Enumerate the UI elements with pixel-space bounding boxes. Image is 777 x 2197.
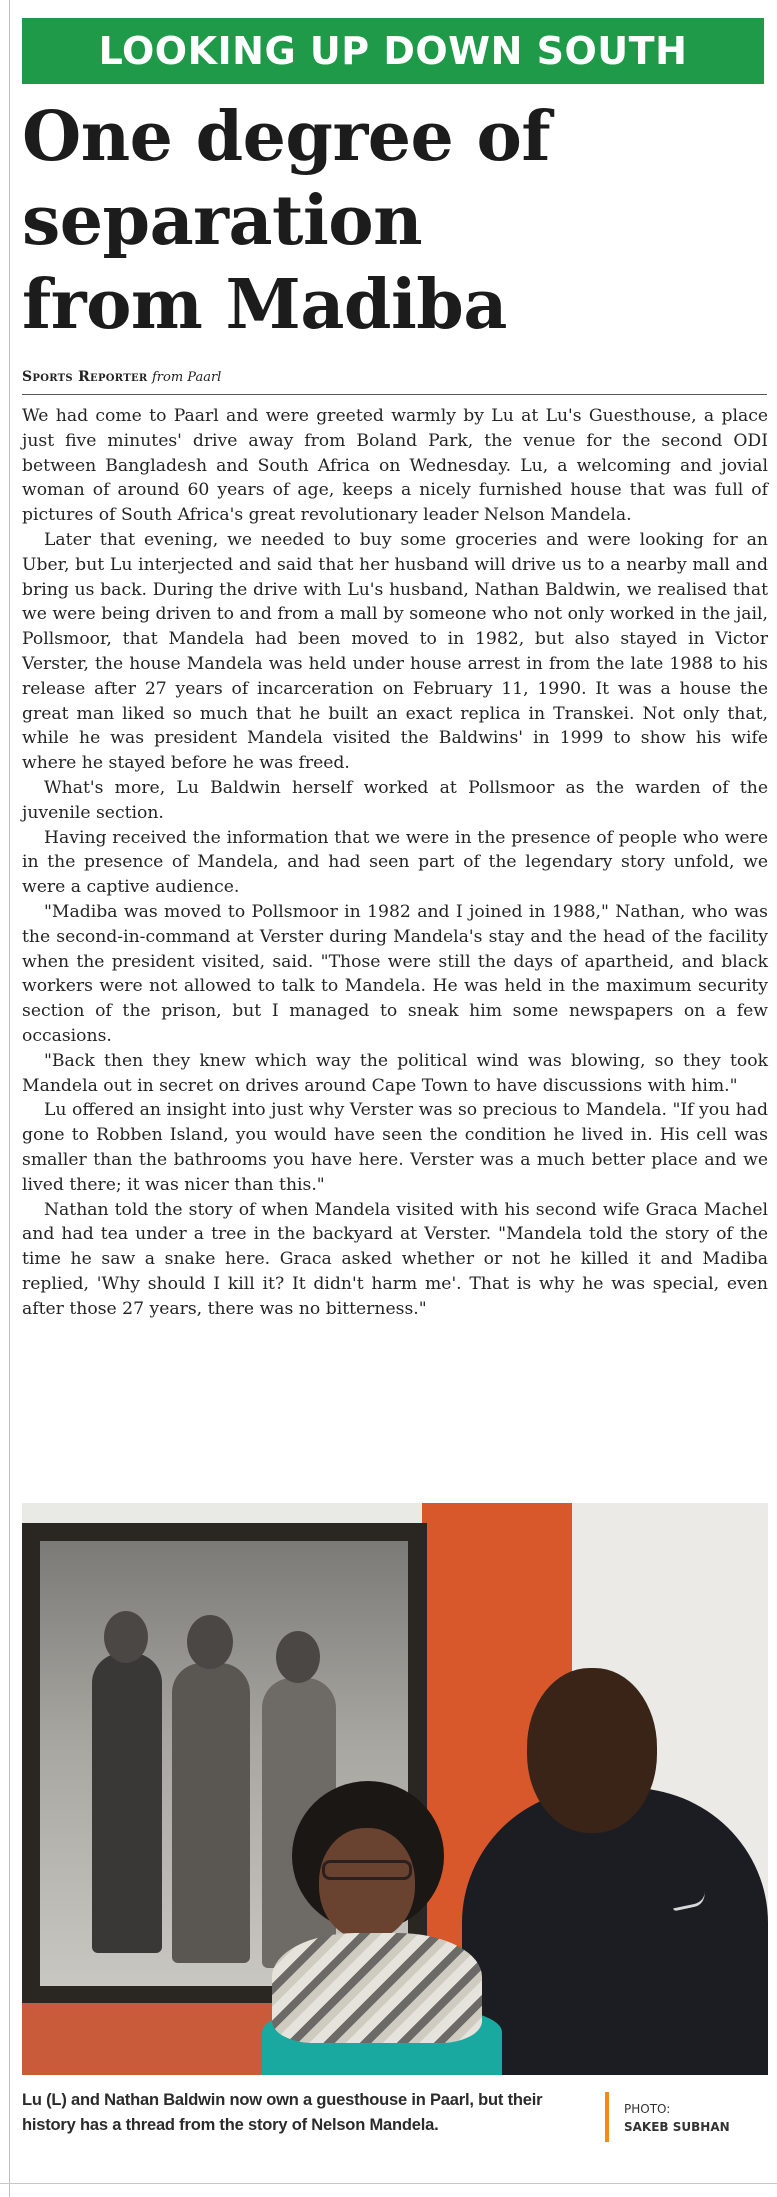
- caption-divider: [605, 2092, 609, 2142]
- article-paragraph: "Madiba was moved to Pollsmoor in 1982 and I joined in 1988," Nathan, who was the second-in-command at Verster during Mandela's stay and the head of the facility when the president visited, said. "Those were still the days of apartheid, and black workers were not allowed to talk to Mandela. He was held in the maximum security section of the prison, but I managed to sneak him some newspapers on a few occasions.: [22, 901, 768, 1046]
- photo-credit-label: PHOTO:: [624, 2102, 671, 2116]
- byline-location: from Paarl: [151, 370, 222, 385]
- photo-credit-name: SAKEB SUBHAN: [624, 2120, 730, 2134]
- photo-figure-head: [104, 1611, 148, 1663]
- byline: [22, 368, 221, 387]
- headline-line-3: from Madiba: [22, 265, 507, 345]
- photo-figure-head: [187, 1615, 233, 1669]
- article-body: [22, 404, 768, 1321]
- headline: [22, 95, 767, 347]
- photo-man-head: [527, 1668, 657, 1833]
- byline-author: Sports Reporter: [22, 369, 148, 385]
- photo-figure-head: [276, 1631, 320, 1683]
- photo-figure: [172, 1663, 250, 1963]
- photo-woman-face: [319, 1828, 415, 1940]
- photo-credit: [624, 2100, 730, 2136]
- photo-woman-scarf: [272, 1933, 482, 2043]
- headline-line-2: separation: [22, 181, 423, 261]
- photo-figure: [92, 1653, 162, 1953]
- article-paragraph: Nathan told the story of when Mandela visited with his second wife Graca Machel and had tea under a tree in the backyard at Verster. "Mandela told the story of the time he saw a snake here. Graca asked whether or not he killed it and Madiba replied, 'Why should I kill it? It didn't harm me'. That is why he was special, even after those 27 years, there was no bitterness.": [22, 1199, 768, 1319]
- article-paragraph: We had come to Paarl and were greeted warmly by Lu at Lu's Guesthouse, a place just five minutes' drive away from Boland Park, the venue for the second ODI between Bangladesh and South Africa on Wednesday. Lu, a welcoming and jovial woman of around 60 years of age, keeps a nicely furnished house that was full of pictures of South Africa's great revolutionary leader Nelson Mandela.: [22, 406, 768, 526]
- photo-woman-glasses: [322, 1860, 412, 1880]
- byline-divider: [22, 394, 767, 395]
- page-left-rule: [9, 0, 10, 2197]
- article-paragraph: Lu offered an insight into just why Verster was so precious to Mandela. "If you had gone to Robben Island, you would have seen the condition he lived in. His cell was smaller than the bathrooms you have here. Verster was a much better place and we lived there; it was nicer than this.": [22, 1100, 768, 1195]
- section-banner-text: LOOKING UP DOWN SOUTH: [98, 29, 688, 73]
- article-paragraph: Later that evening, we needed to buy some groceries and were looking for an Uber, but Lu interjected and said that her husband will drive us to a nearby mall and bring us back. During the drive with Lu's husband, Nathan Baldwin, we realised that we were being driven to and from a mall by someone who not only worked in the jail, Pollsmoor, that Mandela had been moved to in 1982, but also stayed in Victor Verster, the house Mandela was held under house arrest in from the late 1988 to his release after 27 years of incarceration on February 11, 1990. It was a house the great man liked so much that he built an exact replica in Transkei. Not only that, while he was president Mandela visited the Baldwins' in 1999 to show his wife where he stayed before he was freed.: [22, 529, 768, 774]
- headline-line-1: One degree of: [22, 97, 551, 177]
- article-paragraph: "Back then they knew which way the political wind was blowing, so they took Mandela out in secret on drives around Cape Town to have discussions with him.": [22, 1050, 768, 1096]
- article-paragraph: What's more, Lu Baldwin herself worked at Pollsmoor as the warden of the juvenile section.: [22, 777, 768, 823]
- section-banner: [22, 18, 764, 84]
- page-bottom-rule: [0, 2183, 777, 2184]
- photo-caption-area: [22, 2078, 768, 2152]
- article-photo: [22, 1503, 768, 2075]
- photo-man-hoodie: [462, 1788, 768, 2075]
- article-paragraph: Having received the information that we were in the presence of people who were in the presence of Mandela, and had seen part of the legendary story unfold, we were a captive audience.: [22, 827, 768, 898]
- photo-caption: Lu (L) and Nathan Baldwin now own a guesthouse in Paarl, but their history has a thread from the story of Nelson Mandela.: [22, 2091, 543, 2134]
